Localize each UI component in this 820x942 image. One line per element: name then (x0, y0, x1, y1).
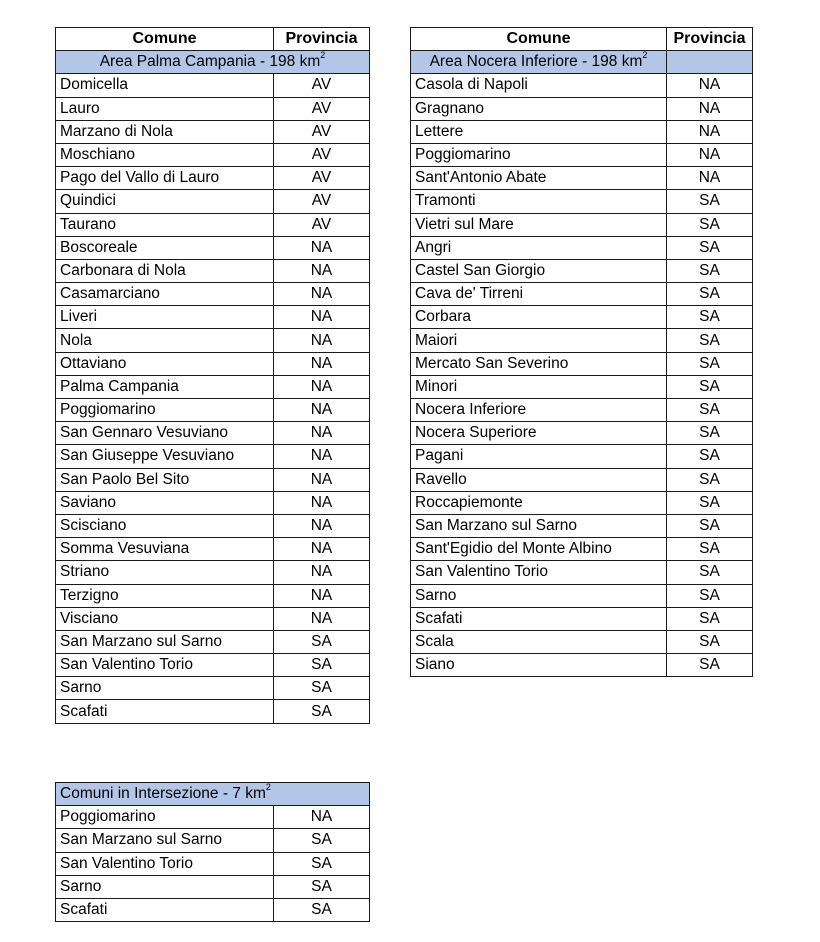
provincia-cell: SA (667, 538, 753, 561)
comune-cell: Mercato San Severino (411, 352, 667, 375)
table-row (56, 167, 370, 190)
area-row (411, 51, 753, 74)
comune-cell: San Paolo Bel Sito (56, 468, 274, 491)
comune-cell: Nocera Inferiore (411, 399, 667, 422)
header-provincia: Provincia (274, 28, 370, 51)
table-row (411, 561, 753, 584)
provincia-cell: NA (274, 352, 370, 375)
provincia-cell: SA (667, 399, 753, 422)
comune-cell: Carbonara di Nola (56, 259, 274, 282)
area-row (56, 51, 370, 74)
comune-cell: Poggiomarino (56, 399, 274, 422)
table-row (56, 561, 370, 584)
provincia-cell: SA (667, 584, 753, 607)
provincia-cell: AV (274, 213, 370, 236)
header-row (56, 28, 370, 51)
provincia-cell: SA (274, 654, 370, 677)
comune-cell: Angri (411, 236, 667, 259)
table-row (56, 677, 370, 700)
comune-cell: Visciano (56, 607, 274, 630)
comune-cell: San Valentino Torio (411, 561, 667, 584)
comune-cell: Scafati (56, 700, 274, 723)
comune-cell: Vietri sul Mare (411, 213, 667, 236)
header-comune: Comune (56, 28, 274, 51)
provincia-cell: NA (274, 259, 370, 282)
provincia-cell: SA (667, 306, 753, 329)
table-row (56, 630, 370, 653)
comune-cell: Minori (411, 375, 667, 398)
table-row (411, 445, 753, 468)
table-row (411, 120, 753, 143)
table-row (411, 306, 753, 329)
comune-cell: Quindici (56, 190, 274, 213)
provincia-cell: NA (274, 375, 370, 398)
table-row (411, 283, 753, 306)
provincia-cell: SA (667, 259, 753, 282)
table-row (56, 654, 370, 677)
comune-cell: San Valentino Torio (56, 852, 274, 875)
comune-cell: Ottaviano (56, 352, 274, 375)
table-row (56, 607, 370, 630)
table-row (56, 213, 370, 236)
area-row (56, 783, 370, 806)
comune-cell: San Valentino Torio (56, 654, 274, 677)
table-row (411, 491, 753, 514)
table-row (56, 74, 370, 97)
comune-cell: Poggiomarino (411, 143, 667, 166)
comune-cell: Poggiomarino (56, 806, 274, 829)
table-row (411, 514, 753, 537)
provincia-cell: NA (274, 236, 370, 259)
provincia-cell: SA (667, 329, 753, 352)
comune-cell: Terzigno (56, 584, 274, 607)
table-row (56, 120, 370, 143)
area-intersezione-label (56, 783, 370, 806)
table-row (56, 806, 370, 829)
area-label-text: Area Nocera Inferiore - 198 km (429, 53, 643, 71)
provincia-cell: AV (274, 143, 370, 166)
table-row (411, 538, 753, 561)
provincia-cell: SA (667, 236, 753, 259)
comune-cell: Maiori (411, 329, 667, 352)
provincia-cell: AV (274, 167, 370, 190)
table-row (411, 654, 753, 677)
area-unit-superscript: 2 (642, 50, 648, 61)
area-palma-label (56, 51, 370, 74)
table-row (411, 74, 753, 97)
table-row (56, 352, 370, 375)
area-nocera-empty-cell (667, 51, 753, 74)
table-row (56, 538, 370, 561)
comune-cell: San Gennaro Vesuviano (56, 422, 274, 445)
provincia-cell: SA (274, 829, 370, 852)
table-row (56, 329, 370, 352)
palma-rows (56, 74, 370, 723)
comune-cell: San Marzano sul Sarno (56, 630, 274, 653)
palma-campania-table (55, 27, 370, 724)
table-row (56, 399, 370, 422)
comune-cell: Scafati (411, 607, 667, 630)
header-row (411, 28, 753, 51)
provincia-cell: SA (667, 654, 753, 677)
comune-cell: Scala (411, 630, 667, 653)
table-row (411, 143, 753, 166)
provincia-cell: SA (274, 700, 370, 723)
table-row (411, 375, 753, 398)
table-row (411, 607, 753, 630)
provincia-cell: NA (274, 329, 370, 352)
comune-cell: San Marzano sul Sarno (411, 514, 667, 537)
comune-cell: Scisciano (56, 514, 274, 537)
table-row (56, 514, 370, 537)
comune-cell: Ravello (411, 468, 667, 491)
comune-cell: Casamarciano (56, 283, 274, 306)
provincia-cell: NA (667, 167, 753, 190)
table-row (56, 422, 370, 445)
table-row (411, 399, 753, 422)
provincia-cell: SA (667, 352, 753, 375)
table-row (56, 829, 370, 852)
table-row (56, 143, 370, 166)
comune-cell: San Giuseppe Vesuviano (56, 445, 274, 468)
header-comune: Comune (411, 28, 667, 51)
comune-cell: Nola (56, 329, 274, 352)
table-row (56, 445, 370, 468)
comune-cell: Sant'Egidio del Monte Albino (411, 538, 667, 561)
comune-cell: Striano (56, 561, 274, 584)
provincia-cell: NA (274, 445, 370, 468)
table-row (56, 875, 370, 898)
comune-cell: Domicella (56, 74, 274, 97)
provincia-cell: SA (274, 630, 370, 653)
intersezione-rows (56, 806, 370, 922)
comune-cell: Nocera Superiore (411, 422, 667, 445)
comune-cell: Pago del Vallo di Lauro (56, 167, 274, 190)
comune-cell: Boscoreale (56, 236, 274, 259)
provincia-cell: NA (274, 468, 370, 491)
provincia-cell: NA (274, 399, 370, 422)
provincia-cell: NA (274, 561, 370, 584)
table-row (56, 491, 370, 514)
provincia-cell: SA (667, 468, 753, 491)
area-unit-superscript: 2 (265, 782, 271, 792)
comune-cell: Taurano (56, 213, 274, 236)
provincia-cell: NA (274, 607, 370, 630)
intersezione-table (55, 782, 370, 922)
table-row (56, 190, 370, 213)
table-row (56, 468, 370, 491)
provincia-cell: NA (667, 143, 753, 166)
table-row (56, 375, 370, 398)
provincia-cell: SA (667, 375, 753, 398)
provincia-cell: NA (274, 422, 370, 445)
provincia-cell: SA (274, 875, 370, 898)
provincia-cell: SA (274, 898, 370, 921)
provincia-cell: AV (274, 190, 370, 213)
provincia-cell: SA (667, 561, 753, 584)
provincia-cell: SA (667, 630, 753, 653)
table-row (411, 167, 753, 190)
table-row (56, 97, 370, 120)
area-unit-superscript: 2 (320, 50, 326, 61)
provincia-cell: NA (667, 120, 753, 143)
provincia-cell: NA (667, 74, 753, 97)
provincia-cell: SA (667, 607, 753, 630)
nocera-rows (411, 74, 753, 677)
provincia-cell: NA (274, 806, 370, 829)
comune-cell: Gragnano (411, 97, 667, 120)
provincia-cell: NA (274, 584, 370, 607)
table-row (411, 422, 753, 445)
comune-cell: Liveri (56, 306, 274, 329)
table-row (411, 584, 753, 607)
area-nocera-label (411, 51, 667, 74)
area-label-text: Area Palma Campania - 198 km (99, 53, 321, 71)
comune-cell: Cava de' Tirreni (411, 283, 667, 306)
table-row (56, 259, 370, 282)
provincia-cell: AV (274, 120, 370, 143)
table-row (411, 97, 753, 120)
provincia-cell: SA (274, 852, 370, 875)
comune-cell: Marzano di Nola (56, 120, 274, 143)
comune-cell: Lauro (56, 97, 274, 120)
comune-cell: Sant'Antonio Abate (411, 167, 667, 190)
provincia-cell: SA (274, 677, 370, 700)
provincia-cell: SA (667, 514, 753, 537)
area-label-text: Comuni in Intersezione - 7 km (60, 785, 266, 803)
provincia-cell: NA (274, 538, 370, 561)
table-row (411, 236, 753, 259)
comune-cell: Tramonti (411, 190, 667, 213)
comune-cell: Sarno (56, 875, 274, 898)
provincia-cell: NA (274, 491, 370, 514)
table-row (56, 306, 370, 329)
provincia-cell: AV (274, 74, 370, 97)
comune-cell: Somma Vesuviana (56, 538, 274, 561)
table-row (56, 236, 370, 259)
comune-cell: Pagani (411, 445, 667, 468)
provincia-cell: SA (667, 213, 753, 236)
comune-cell: Sarno (56, 677, 274, 700)
table-row (411, 329, 753, 352)
comune-cell: Corbara (411, 306, 667, 329)
table-row (56, 700, 370, 723)
table-row (411, 352, 753, 375)
table-row (56, 283, 370, 306)
provincia-cell: NA (274, 514, 370, 537)
comune-cell: Casola di Napoli (411, 74, 667, 97)
table-row (411, 213, 753, 236)
table-row (56, 898, 370, 921)
nocera-inferiore-table (410, 27, 753, 677)
table-row (56, 852, 370, 875)
comune-cell: Roccapiemonte (411, 491, 667, 514)
provincia-cell: NA (667, 97, 753, 120)
table-row (411, 630, 753, 653)
provincia-cell: SA (667, 445, 753, 468)
comune-cell: Sarno (411, 584, 667, 607)
comune-cell: Palma Campania (56, 375, 274, 398)
comune-cell: Scafati (56, 898, 274, 921)
provincia-cell: NA (274, 306, 370, 329)
header-provincia: Provincia (667, 28, 753, 51)
comune-cell: Saviano (56, 491, 274, 514)
table-row (411, 190, 753, 213)
comune-cell: Castel San Giorgio (411, 259, 667, 282)
table-row (56, 584, 370, 607)
comune-cell: Moschiano (56, 143, 274, 166)
provincia-cell: SA (667, 190, 753, 213)
table-row (411, 259, 753, 282)
comune-cell: Siano (411, 654, 667, 677)
table-row (411, 468, 753, 491)
provincia-cell: SA (667, 422, 753, 445)
provincia-cell: SA (667, 283, 753, 306)
comune-cell: San Marzano sul Sarno (56, 829, 274, 852)
provincia-cell: SA (667, 491, 753, 514)
comune-cell: Lettere (411, 120, 667, 143)
provincia-cell: NA (274, 283, 370, 306)
provincia-cell: AV (274, 97, 370, 120)
